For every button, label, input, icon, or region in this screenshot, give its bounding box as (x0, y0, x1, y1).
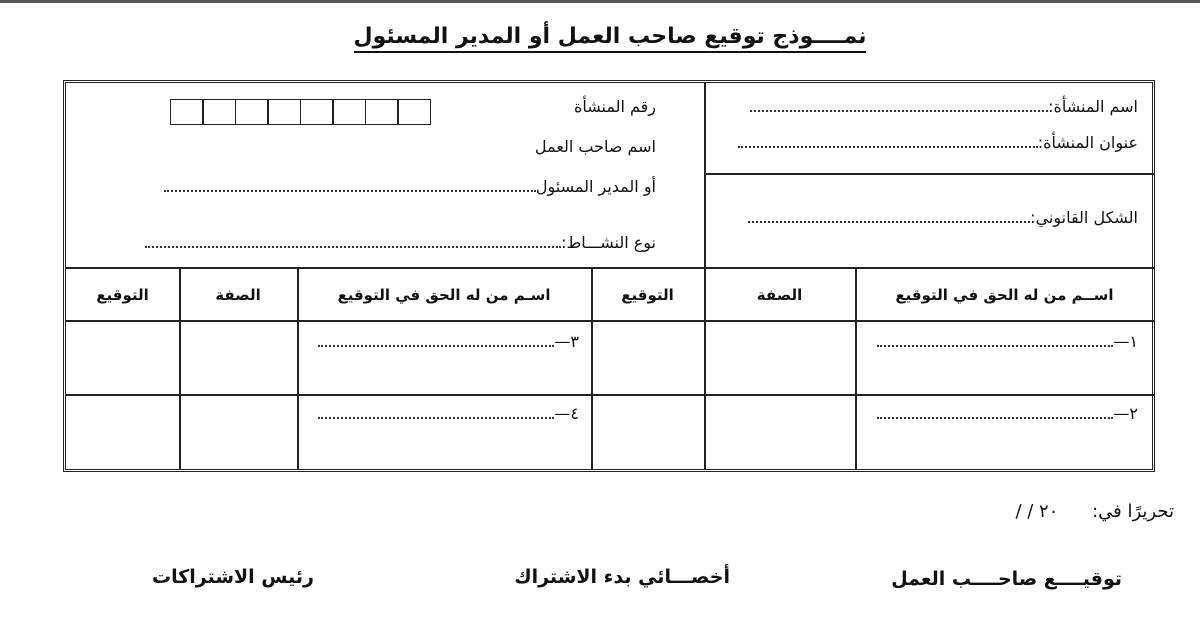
digit-box[interactable] (365, 99, 399, 125)
header-signature-right: التوقيع (621, 286, 674, 304)
header-title-right: الصفة (756, 286, 803, 304)
signer-name-dots (318, 405, 554, 419)
digit-box[interactable] (170, 99, 204, 125)
header-signer-name-right: اســم من له الحق في التوقيع (895, 286, 1114, 304)
legal-form-dots (748, 209, 1030, 223)
row-divider (66, 394, 1154, 396)
digit-box[interactable] (202, 99, 236, 125)
date-line[interactable] (1015, 501, 1174, 522)
header-signature-left: التوقيع (96, 286, 149, 304)
date-label: تحريرًا في: (1092, 501, 1174, 522)
chief-label: رئيس الاشتراكات (151, 566, 314, 588)
signer-row-4[interactable] (318, 404, 579, 423)
establishment-name-label: اسم المنشأة: (1048, 97, 1138, 116)
center-divider (704, 83, 706, 469)
manager-label: أو المدير المسئول (535, 177, 656, 196)
activity-dots (145, 234, 561, 248)
digit-box[interactable] (235, 99, 269, 125)
activity-label: نوع النشـــاط: (561, 233, 656, 252)
establishment-name-dots (750, 98, 1048, 112)
top-border-line (0, 0, 1200, 3)
employer-signature-label: توقيــــع صاحــــب العمل (891, 568, 1122, 590)
header-top-line (66, 267, 1154, 269)
establishment-address-field[interactable] (738, 133, 1138, 152)
row-dash: — (1113, 332, 1130, 351)
specialist-label: أخصـــائي بدء الاشتراك (514, 566, 730, 588)
manager-field[interactable] (164, 177, 656, 196)
signer-name-dots (318, 333, 554, 347)
establishment-address-dots (738, 134, 1038, 148)
digit-box[interactable] (267, 99, 301, 125)
establishment-number-label: رقم المنشأة (573, 97, 656, 116)
form-title: نمــــوذج توقيع صاحب العمل أو المدير المسئول (330, 24, 890, 49)
employer-name-label: اسم صاحب العمل (534, 137, 656, 156)
establishment-address-label: عنوان المنشأة: (1037, 133, 1138, 152)
signer-row-2[interactable] (877, 404, 1138, 423)
signer-row-3[interactable] (318, 332, 579, 351)
header-bottom-line (66, 320, 1154, 322)
signer-row-1[interactable] (877, 332, 1138, 351)
establishment-name-field[interactable] (750, 97, 1138, 116)
right-top-divider (704, 173, 1154, 175)
signature-form (63, 80, 1155, 472)
establishment-number-boxes[interactable] (171, 99, 431, 125)
row-dash: — (554, 404, 571, 423)
signer-name-dots (877, 333, 1113, 347)
manager-dots (164, 178, 536, 192)
legal-form-field[interactable] (748, 208, 1138, 227)
digit-box[interactable] (332, 99, 366, 125)
digit-box[interactable] (397, 99, 431, 125)
digit-box[interactable] (300, 99, 334, 125)
row-number: ٣ (570, 332, 579, 351)
row-number: ٢ (1129, 404, 1138, 423)
header-title-left: الصفة (215, 286, 261, 304)
row-dash: — (1113, 404, 1130, 423)
signer-name-dots (877, 405, 1113, 419)
header-signer-name-left: اسـم من له الحق في التوقيع (337, 286, 551, 304)
row-number: ٤ (570, 404, 579, 423)
row-number: ١ (1129, 332, 1138, 351)
activity-field[interactable] (145, 233, 656, 252)
legal-form-label: الشكل القانوني: (1030, 208, 1138, 227)
row-dash: — (554, 332, 571, 351)
date-template: / / ٢٠ (1015, 501, 1059, 522)
